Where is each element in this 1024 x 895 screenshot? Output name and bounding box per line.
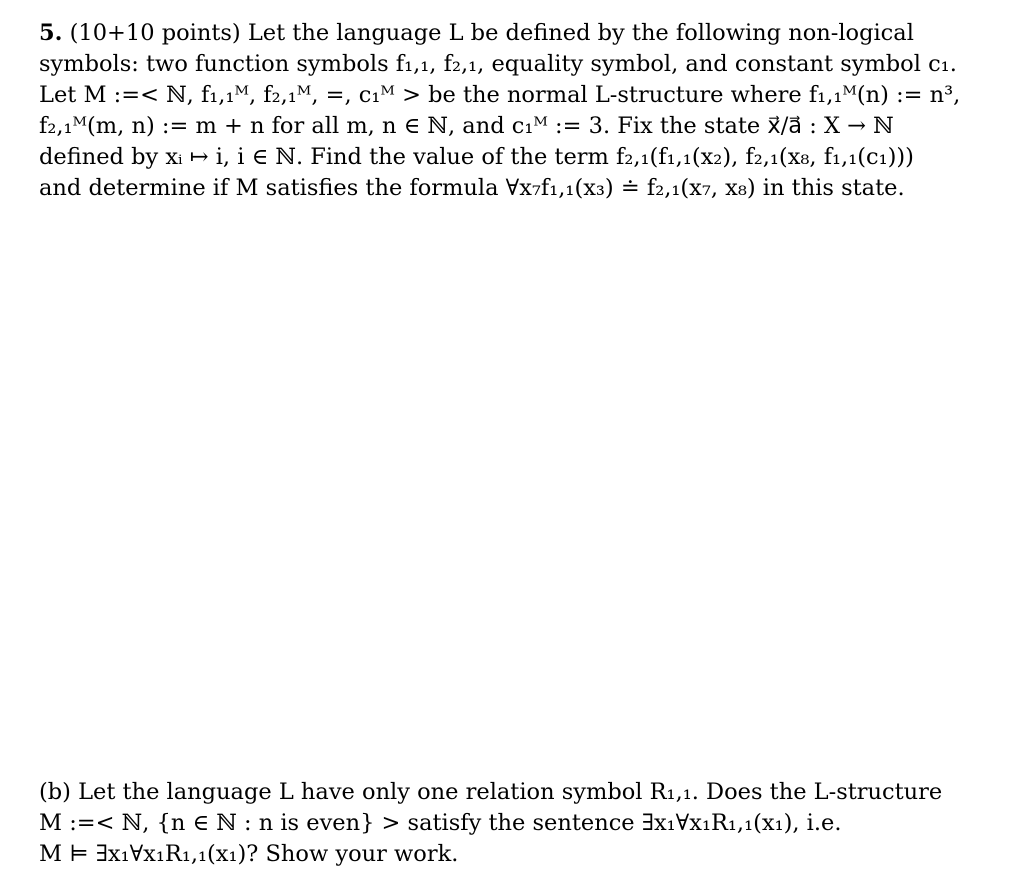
problem-line: defined by xᵢ ↦ i, i ∈ ℕ. Find the value of the term f₂,₁(f₁,₁(x₂), f₂,₁(x₈, f₁,₁(c₁))) <box>39 144 914 170</box>
part-b-line: M :=< ℕ, {n ∈ ℕ : n is even} > satisfy the sentence ∃x₁∀x₁R₁,₁(x₁), i.e. <box>39 810 842 836</box>
blank-answer-space <box>39 230 959 750</box>
problem-line: f₂,₁ᴹ(m, n) := m + n for all m, n ∈ ℕ, and c₁ᴹ := 3. Fix the state x⃗/a⃗ : X → ℕ <box>39 113 894 139</box>
problem-number: 5. <box>39 20 63 46</box>
problem-line: and determine if M satisfies the formula ∀x₇f₁,₁(x₃) ≐ f₂,₁(x₇, x₈) in this state. <box>39 175 905 201</box>
part-b-line: M ⊨ ∃x₁∀x₁R₁,₁(x₁)? Show your work. <box>39 841 459 867</box>
problem-line: symbols: two function symbols f₁,₁, f₂,₁, equality symbol, and constant symbol c₁. <box>39 51 957 77</box>
part-b <box>39 777 959 870</box>
problem-5 <box>39 18 959 204</box>
problem-line-text: (10+10 points) Let the language L be defined by the following non-logical <box>62 20 914 46</box>
problem-line: Let M :=< ℕ, f₁,₁ᴹ, f₂,₁ᴹ, =, c₁ᴹ > be the normal L-structure where f₁,₁ᴹ(n) := n³, <box>39 82 961 108</box>
part-b-line: (b) Let the language L have only one relation symbol R₁,₁. Does the L-structure <box>39 779 943 805</box>
problem-line <box>39 18 959 49</box>
